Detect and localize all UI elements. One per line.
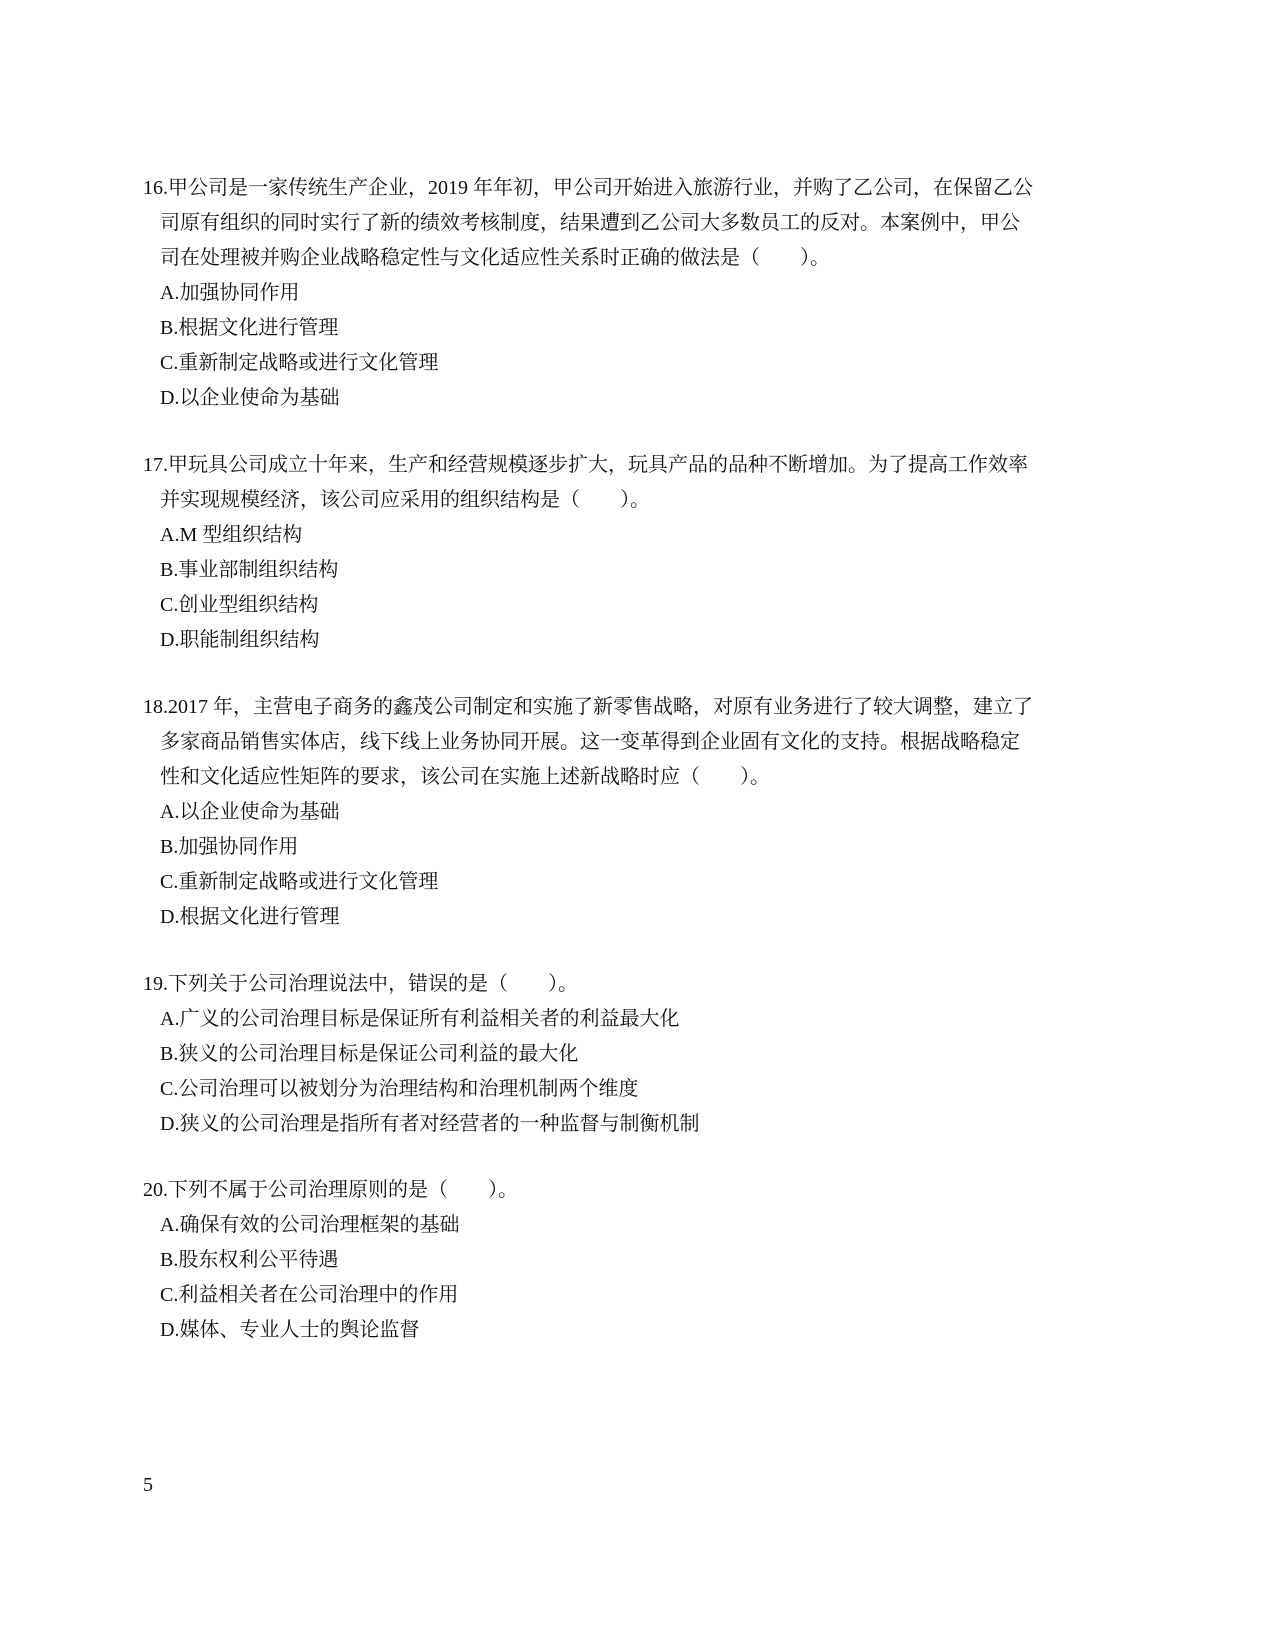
option-b: B.根据文化进行管理 [160, 317, 339, 339]
question-stem-line: 多家商品销售实体店，线下线上业务协同开展。这一变革得到企业固有文化的支持。根据战略稳定 [160, 731, 1020, 753]
question-stem-line: 16.甲公司是一家传统生产企业，2019 年年初，甲公司开始进入旅游行业，并购了乙公司，在保留乙公 [143, 177, 1033, 199]
question-stem-line: 17.甲玩具公司成立十年来，生产和经营规模逐步扩大，玩具产品的品种不断增加。为了提高工作效率 [143, 454, 1028, 476]
option-d: D.以企业使命为基础 [160, 387, 340, 409]
question-20 [143, 1173, 1073, 1348]
question-19 [143, 967, 1073, 1142]
option-d: D.狭义的公司治理是指所有者对经营者的一种监督与制衡机制 [160, 1113, 700, 1135]
option-c: C.创业型组织结构 [160, 594, 319, 616]
option-d: D.职能制组织结构 [160, 629, 320, 651]
option-b: B.加强协同作用 [160, 836, 299, 858]
option-c: C.公司治理可以被划分为治理结构和治理机制两个维度 [160, 1078, 639, 1100]
option-b: B.狭义的公司治理目标是保证公司利益的最大化 [160, 1043, 579, 1065]
option-a: A.加强协同作用 [160, 282, 300, 304]
question-stem-line: 司原有组织的同时实行了新的绩效考核制度，结果遭到乙公司大多数员工的反对。本案例中，甲公 [160, 212, 1020, 234]
option-a: A.广义的公司治理目标是保证所有利益相关者的利益最大化 [160, 1008, 680, 1030]
page-number: 5 [143, 1474, 153, 1496]
option-a: A.确保有效的公司治理框架的基础 [160, 1214, 460, 1236]
option-d: D.根据文化进行管理 [160, 906, 340, 928]
option-a: A.以企业使命为基础 [160, 801, 340, 823]
option-c: C.重新制定战略或进行文化管理 [160, 871, 439, 893]
option-d: D.媒体、专业人士的舆论监督 [160, 1319, 420, 1341]
question-17 [143, 448, 1073, 658]
question-stem-line: 19.下列关于公司治理说法中，错误的是（ ）。 [143, 973, 578, 995]
question-16 [143, 171, 1073, 416]
question-stem-line: 并实现规模经济，该公司应采用的组织结构是（ ）。 [160, 489, 650, 511]
option-c: C.重新制定战略或进行文化管理 [160, 352, 439, 374]
question-stem-line: 20.下列不属于公司治理原则的是（ ）。 [143, 1179, 518, 1201]
option-c: C.利益相关者在公司治理中的作用 [160, 1284, 459, 1306]
question-stem-line: 18.2017 年，主营电子商务的鑫茂公司制定和实施了新零售战略，对原有业务进行了较大调整，建立了 [143, 696, 1033, 718]
question-18 [143, 690, 1073, 935]
question-stem-line: 性和文化适应性矩阵的要求，该公司在实施上述新战略时应（ ）。 [160, 766, 770, 788]
option-a: A.M 型组织结构 [160, 524, 303, 546]
option-b: B.股东权利公平待遇 [160, 1249, 339, 1271]
option-b: B.事业部制组织结构 [160, 559, 339, 581]
question-stem-line: 司在处理被并购企业战略稳定性与文化适应性关系时正确的做法是（ ）。 [160, 247, 830, 269]
